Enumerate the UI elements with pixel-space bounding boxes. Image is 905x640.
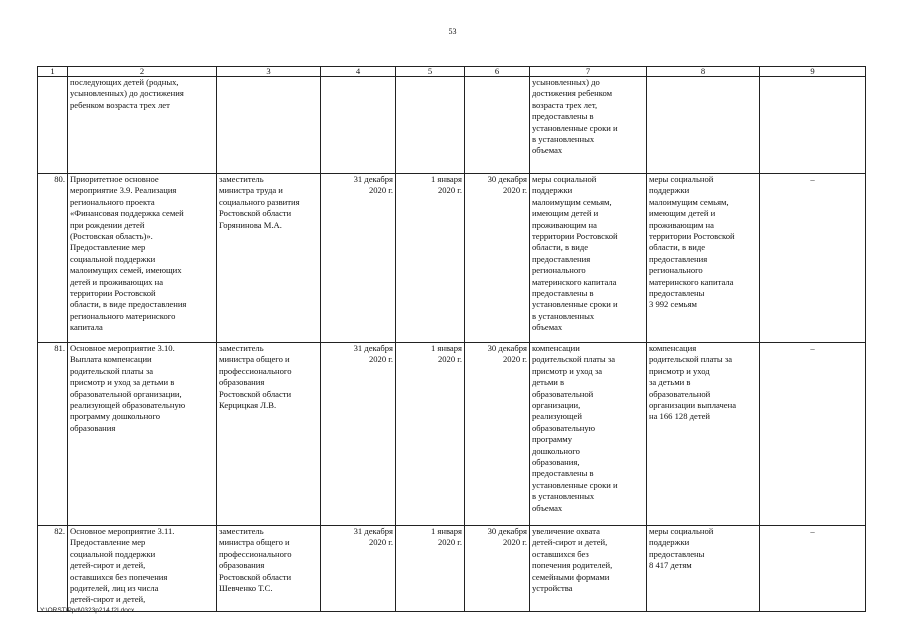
expected-result: увеличение охвата детей-сирот и детей, оставшихся без попечения родителей, семейными формами устройства xyxy=(530,526,647,612)
column-number-row xyxy=(38,67,866,77)
end-date: 30 декабря 2020 г. xyxy=(465,526,530,612)
table-row-continuation xyxy=(38,77,866,174)
start-date: 1 января 2020 г. xyxy=(396,526,465,612)
start-date: 1 января 2020 г. xyxy=(396,174,465,343)
file-path-footer: Y:\ORST\Ppd\0323p214.f2I.docx xyxy=(40,607,135,614)
expected-result: меры социальной поддержки малоимущим семьям, имеющим детей и проживающим на территории Ростовской области, в виде предоставления регионального материнского капитала предоставлены в установленные сроки и в установленных объемах xyxy=(530,174,647,343)
deviation-reason: – xyxy=(760,343,866,526)
report-table xyxy=(37,66,866,612)
continued-expected-result: усыновленных) до достижения ребенком возраста трех лет, предоставлены в установленные сроки и в установленных объемах xyxy=(530,77,647,174)
actual-result: меры социальной поддержки предоставлены 8 417 детям xyxy=(647,526,760,612)
col-header-3: 3 xyxy=(217,67,321,77)
col-header-8: 8 xyxy=(647,67,760,77)
executor: заместитель министра общего и профессионального образования Ростовской области Керцицкая Л.В. xyxy=(217,343,321,526)
col-header-4: 4 xyxy=(321,67,396,77)
plan-date: 31 декабря 2020 г. xyxy=(321,343,396,526)
event-name: Приоритетное основное мероприятие 3.9. Реализация регионального проекта «Финансовая поддержка семей при рождении детей (Ростовская область)». Предоставление мер социальной поддержки малоимущих семей, имеющих детей и проживающих на территории Ростовской области, в виде предоставления регионального материнского капитала xyxy=(68,174,217,343)
actual-result: меры социальной поддержки малоимущим семьям, имеющим детей и проживающим на территории Ростовской области, в виде предоставления регионального материнского капитала предоставлены 3 992 семьям xyxy=(647,174,760,343)
start-date: 1 января 2020 г. xyxy=(396,343,465,526)
table-row xyxy=(38,174,866,343)
expected-result: компенсации родительской платы за присмотр и уход за детьми в образовательной организации, реализующей образовательную программу дошкольного образования, предоставлены в установленные сроки и в установленных объемах xyxy=(530,343,647,526)
col-header-7: 7 xyxy=(530,67,647,77)
col-header-9: 9 xyxy=(760,67,866,77)
col-header-2: 2 xyxy=(68,67,217,77)
executor: заместитель министра общего и профессионального образования Ростовской области Шевченко Т.С. xyxy=(217,526,321,612)
event-name: Основное мероприятие 3.10. Выплата компенсации родительской платы за присмотр и уход за детьми в образовательной организации, реализующей образовательную программу дошкольного образования xyxy=(68,343,217,526)
row-number: 82. xyxy=(38,526,68,612)
table-row xyxy=(38,343,866,526)
actual-result: компенсация родительской платы за присмотр и уход за детьми в образовательной организации выплачена на 166 128 детей xyxy=(647,343,760,526)
col-header-5: 5 xyxy=(396,67,465,77)
deviation-reason: – xyxy=(760,174,866,343)
end-date: 30 декабря 2020 г. xyxy=(465,343,530,526)
row-number: 80. xyxy=(38,174,68,343)
row-number: 81. xyxy=(38,343,68,526)
executor: заместитель министра труда и социального развития Ростовской области Горянинова М.А. xyxy=(217,174,321,343)
continued-event-text: последующих детей (родных, усыновленных) до достижения ребенком возраста трех лет xyxy=(68,77,217,174)
col-header-6: 6 xyxy=(465,67,530,77)
event-name: Основное мероприятие 3.11. Предоставление мер социальной поддержки детей-сирот и детей, оставшихся без попечения родителей, лиц из числа детей-сирот и детей, xyxy=(68,526,217,612)
page-number: 53 xyxy=(448,27,457,36)
col-header-1: 1 xyxy=(38,67,68,77)
plan-date: 31 декабря 2020 г. xyxy=(321,174,396,343)
deviation-reason: – xyxy=(760,526,866,612)
end-date: 30 декабря 2020 г. xyxy=(465,174,530,343)
table-row xyxy=(38,526,866,612)
plan-date: 31 декабря 2020 г. xyxy=(321,526,396,612)
